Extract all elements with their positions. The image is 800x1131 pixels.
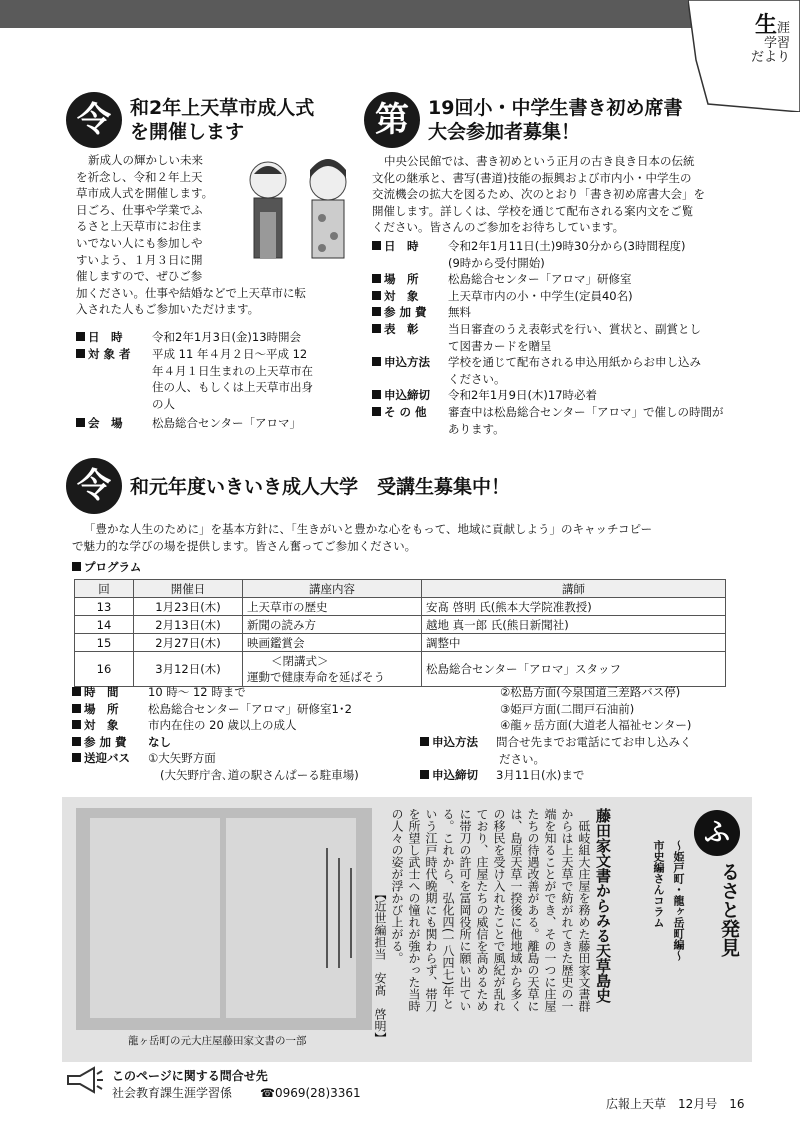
article1-title-line2: を開催します: [130, 121, 245, 143]
bus-route-detail: (大矢野庁舎､道の駅さんぱーる駐車場): [160, 767, 359, 782]
furusato-body-line: の移民を受け入れたことで風紀が乱れ: [492, 808, 506, 1012]
apply-value: ださい。: [499, 751, 545, 766]
article1-target-label: 対 象 者: [88, 347, 131, 361]
document-page-right: [226, 818, 356, 1018]
article1-body-line: いでない人にも参加しや: [76, 235, 203, 250]
table-cell: 松島総合センター「アロマ」スタッフ: [422, 652, 726, 687]
article1-target-line: 平成 11 年４月２日〜平成 12: [152, 347, 308, 361]
article1-target: [152, 346, 352, 412]
article1-target-line: 住の人、もしくは上天草市出身: [152, 380, 313, 395]
furusato-body-line: からは上天草で紡がれてきた歴史の一: [560, 808, 574, 1012]
place-value: 松島総合センター「アロマ」研修室1･2: [148, 701, 352, 716]
bus-route: ③姫戸方面(二間戸石油前): [500, 701, 635, 716]
article1-date-row: [76, 329, 301, 346]
article2-details: [372, 238, 752, 437]
article2-row-label: 申込方法: [384, 355, 430, 370]
article3-title: 和元年度いきいき成人大学 受講生募集中！: [130, 476, 511, 498]
furusato-body-line: の人々の姿が浮かび上がる。: [390, 808, 404, 964]
table-cell: 3月12日(木): [134, 652, 243, 687]
table-row: [75, 652, 726, 687]
bus-routes-right: [500, 684, 750, 734]
tab-title-big: 生: [754, 13, 777, 38]
furusato-series-title: るさと発見: [718, 862, 740, 957]
article2-body-line: 交流機会の拡大を図るため、次のとおり「書き初め席書大会」を: [372, 187, 706, 202]
program-table: [74, 579, 726, 687]
article2-row: [372, 304, 752, 321]
furusato-series-subtitle: [644, 840, 688, 1040]
article1-date-label: 日 時: [88, 330, 123, 344]
table-cell: 15: [75, 634, 134, 652]
article2-row-value: (9時から受付開始): [448, 255, 545, 270]
furusato-heading: 藤田家文書からみる天草島史: [594, 808, 612, 1003]
table-cell: 16: [75, 652, 134, 687]
table-header: 講座内容: [243, 580, 422, 598]
article1-target-line: 年４月１日生まれの上天草市在: [152, 363, 313, 378]
article1-target-row: [76, 346, 152, 363]
tab-title-line2: 学習: [763, 36, 790, 52]
bus-label: 送迎バス: [84, 751, 130, 766]
article1-body-line: すいよう、１月３日に開: [76, 252, 203, 267]
tab-title-rest: 涯: [776, 21, 790, 36]
article1-venue-label: 会 場: [88, 416, 123, 430]
table-cell: 2月13日(木): [134, 616, 243, 634]
article1-body-line: るさと上天草市にお住ま: [76, 219, 203, 234]
table-cell: 1月23日(木): [134, 598, 243, 616]
bus-route: ④龍ヶ岳方面(大道老人福祉センター): [500, 718, 692, 733]
furusato-body-line: は、島原天草一揆後に他地域から多く: [509, 808, 523, 1012]
article3-body: [72, 521, 752, 554]
furusato-author: 【近世編担当 安髙 啓明】: [373, 888, 387, 1044]
furusato-body-line: ており、庄屋たちの威信を高めるため: [475, 808, 489, 1012]
article2-row: [372, 354, 752, 371]
article2-badge: 第: [364, 92, 420, 148]
time-row: [72, 684, 472, 701]
bus-route: ①大矢野方面: [148, 751, 216, 766]
table-cell-line: 運動で健康寿命を延ばそう: [247, 670, 385, 684]
article3-details-right: [420, 734, 750, 784]
article1-venue-row: [76, 415, 301, 432]
furusato-body-line: を所望し武士への憧れが強かった当時: [407, 808, 421, 1012]
bus-route: ②松島方面(今泉国道三差路バス停): [500, 685, 681, 699]
article2-row-label: 参 加 費: [384, 305, 427, 320]
article2-row: [372, 404, 752, 421]
article1-body-line: を祈念し、令和２年上天: [76, 169, 203, 184]
deadline-label: 申込締切: [432, 768, 478, 783]
furusato-series-sub: 〜姫戸町・龍ヶ岳町編〜: [672, 840, 685, 961]
article1-body-line: 催しますので、ぜひご参: [76, 269, 203, 284]
article2-row-value: 令和2年1月9日(木)17時必着: [448, 388, 598, 403]
time-label: 時 間: [84, 685, 119, 699]
article1-body: [76, 152, 376, 318]
photo-caption: 龍ヶ岳町の元大庄屋藤田家文書の一部: [128, 1035, 307, 1047]
article3-details-left: [72, 684, 472, 784]
article1-venue: 松島総合センター「アロマ」: [152, 416, 302, 430]
document-page-left: [90, 818, 220, 1018]
document-writing: [350, 868, 352, 958]
article2-row-value: 上天草市内の小・中学生(定員40名): [448, 288, 633, 303]
megaphone-icon: [64, 1066, 104, 1094]
article2-body: [372, 153, 752, 236]
top-bar: [0, 0, 800, 28]
document-photo: [76, 808, 372, 1030]
article2-row-value: 審査中は松島総合センター「アロマ」で催しの時間が: [448, 404, 724, 419]
apply-row: [420, 734, 750, 751]
table-cell: 13: [75, 598, 134, 616]
article3-body-line: で魅力的な学びの場を提供します。皆さん奮ってご参加ください。: [72, 538, 417, 553]
document-writing: [338, 858, 340, 968]
table-cell: 2月27日(木): [134, 634, 243, 652]
article2-row-value: ください。: [448, 371, 506, 386]
deadline-value: 3月11日(水)まで: [496, 768, 585, 783]
article2-row-value: 当日審査のうえ表彰式を行い、賞状と、副賞とし: [448, 321, 701, 336]
article2-title-line1: 19回小・中学生書き初め席書: [428, 97, 683, 119]
program-label: プログラム: [84, 560, 142, 574]
table-header-row: [75, 580, 726, 598]
target-value: 市内在住の 20 歳以上の成人: [148, 718, 297, 733]
article2-row: [372, 321, 752, 338]
article1-target-line: の人: [152, 396, 175, 411]
target-row: [72, 717, 472, 734]
furusato-body-line: 砥岐組大庄屋を務めた藤田家文書群: [577, 820, 591, 1012]
tab-title-line3: だより: [750, 49, 790, 65]
article1-body-line: 加ください。仕事や結婚などで上天草市に転: [76, 285, 306, 300]
table-cell: 映画鑑賞会: [243, 634, 422, 652]
table-cell-line: ＜閉講式＞: [271, 654, 329, 668]
furusato-series-sub2: 市史編さんコラム: [652, 840, 665, 928]
article2-body-line: 文化の継承と、書写(書道)技能の振興および市内小・中学生の: [372, 170, 692, 185]
table-row: [75, 598, 726, 616]
article1-date: 令和2年1月3日(金)13時開会: [152, 330, 302, 344]
article2-row-value: 無料: [448, 305, 471, 320]
article2-body-line: 開催します。詳しくは、学校を通じて配布される案内文をご覧: [372, 203, 694, 218]
table-cell: 新聞の読み方: [243, 616, 422, 634]
article1-body-line: 入された人もご参加いただけます。: [76, 302, 260, 317]
time-value: 10 時〜 12 時まで: [148, 685, 246, 699]
furusato-body-line: る。これから、弘化四(一八四七)年と: [441, 808, 455, 1010]
table-row: [75, 634, 726, 652]
article2-body-line: ください。皆さんのご参加をお待ちしています。: [372, 220, 625, 235]
article2-row-label: 申込締切: [384, 388, 430, 403]
article2-row-label: そ の 他: [384, 404, 427, 419]
contact-phone: ☎0969(28)3361: [260, 1086, 361, 1100]
contact-dept: 社会教育課生涯学習係: [112, 1086, 233, 1100]
furusato-body-line: たちの待遇改善がある。離島の天草に: [526, 808, 540, 1012]
table-header: 回: [75, 580, 134, 598]
table-cell: 越地 真一郎 氏(熊日新聞社): [422, 616, 726, 634]
table-cell: 14: [75, 616, 134, 634]
article2-row-label: 場 所: [384, 272, 419, 287]
program-label-row: [72, 559, 141, 576]
table-header: 講師: [422, 580, 726, 598]
article1-body-line: 草市成人式を開催します。: [76, 186, 214, 201]
table-cell: 上天草市の歴史: [243, 598, 422, 616]
target-label: 対 象: [84, 718, 119, 733]
place-label: 場 所: [84, 701, 119, 716]
article1-body-line: 新成人の輝かしい未来: [88, 153, 203, 167]
furusato-body-line: に帯刀の許可を冨岡役所に願い出てい: [458, 808, 472, 1012]
apply-value: 問合せ先までお電話にてお申し込みく: [496, 735, 692, 749]
furusato-body-line: いう江戸時代晩期にも関わらず、帯刀: [424, 808, 438, 1012]
article1-body-line: 日ごろ、仕事や学業でふ: [76, 202, 203, 217]
furusato-body-line: 端を知ることができ、その一つに庄屋: [543, 808, 557, 1012]
article2-row: [372, 238, 752, 255]
table-cell: [243, 652, 422, 687]
contact-title: このページに関する問合せ先: [112, 1069, 268, 1083]
article1-title-line1: 和2年上天草市成人式: [130, 97, 315, 119]
article2-row-value: 令和2年1月11日(土)9時30分から(3時間程度): [448, 239, 686, 253]
furusato-body: [373, 808, 614, 1048]
bus-row: [72, 750, 472, 767]
article2-row-value: 松島総合センター「アロマ」研修室: [448, 272, 632, 287]
table-header: 開催日: [134, 580, 243, 598]
deadline-row: [420, 767, 750, 784]
furusato-badge: ふ: [694, 810, 740, 856]
article2-body-line: 中央公民館では、書き初めという正月の古き良き日本の伝統: [384, 154, 695, 168]
fee-value: なし: [148, 734, 171, 749]
publication-info: 広報上天草 12月号 16: [606, 1097, 745, 1111]
article2-row-label: 表 彰: [384, 321, 419, 336]
table-cell: 調整中: [422, 634, 726, 652]
place-row: [72, 701, 472, 718]
article2-row-label: 対 象: [384, 288, 419, 303]
fee-row: [72, 734, 472, 751]
article3-badge: 令: [66, 458, 122, 514]
table-row: [75, 616, 726, 634]
article3-body-line: 「豊かな人生のために」を基本方針に、「生きがいと豊かな心をもって、地域に貢献しよう」のキャッチコピー: [84, 522, 653, 536]
document-writing: [326, 848, 328, 968]
article2-row: [372, 387, 752, 404]
article2-row-value: て図書カードを贈呈: [448, 338, 552, 353]
article2-row: [372, 288, 752, 305]
article1-badge: 令: [66, 92, 122, 148]
tab-title: [700, 14, 790, 64]
table-cell: 安髙 啓明 氏(熊本大学院准教授): [422, 598, 726, 616]
article2-row-value: 学校を通じて配布される申込用紙からお申し込み: [448, 355, 701, 370]
article2-row-value: あります。: [448, 421, 505, 436]
article2-row-label: 日 時: [384, 239, 419, 253]
article2-title-line2: 大会参加者募集！: [428, 121, 581, 143]
apply-label: 申込方法: [432, 735, 478, 749]
article2-row: [372, 271, 752, 288]
fee-label: 参 加 費: [84, 734, 127, 749]
